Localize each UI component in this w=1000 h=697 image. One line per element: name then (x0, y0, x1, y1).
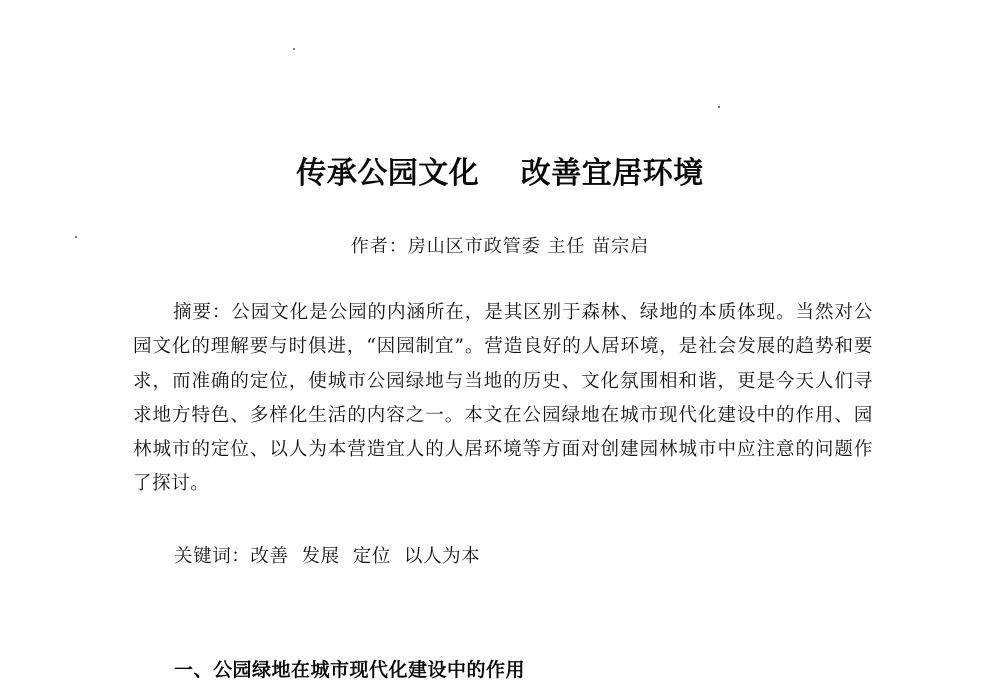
abstract-paragraph: 摘要：公园文化是公园的内涵所在，是其区别于森林、绿地的本质体现。当然对公园文化的理解要与时俱进，“因园制宜”。营造良好的人居环境，是社会发展的趋势和要求，而准确的定位，使城市公园绿地与当地的历史、文化氛围相和谐，更是今天人们寻求地方特色、多样化生活的内容之一。本文在公园绿地在城市现代化建设中的作用、园林城市的定位、以人为本营造宜人的人居环境等方面对创建园林城市中应注意的问题作了探讨。 (133, 302, 873, 495)
keywords-line: 关键词：改善 发展 定位 以人为本 (174, 546, 481, 567)
scan-speck (293, 48, 295, 50)
author-line: 作者：房山区市政管委 主任 苗宗启 (350, 236, 650, 257)
scan-speck (718, 106, 720, 108)
section-heading: 一、公园绿地在城市现代化建设中的作用 (174, 659, 526, 681)
document-title: 传承公园文化 改善宜居环境 (296, 156, 704, 191)
